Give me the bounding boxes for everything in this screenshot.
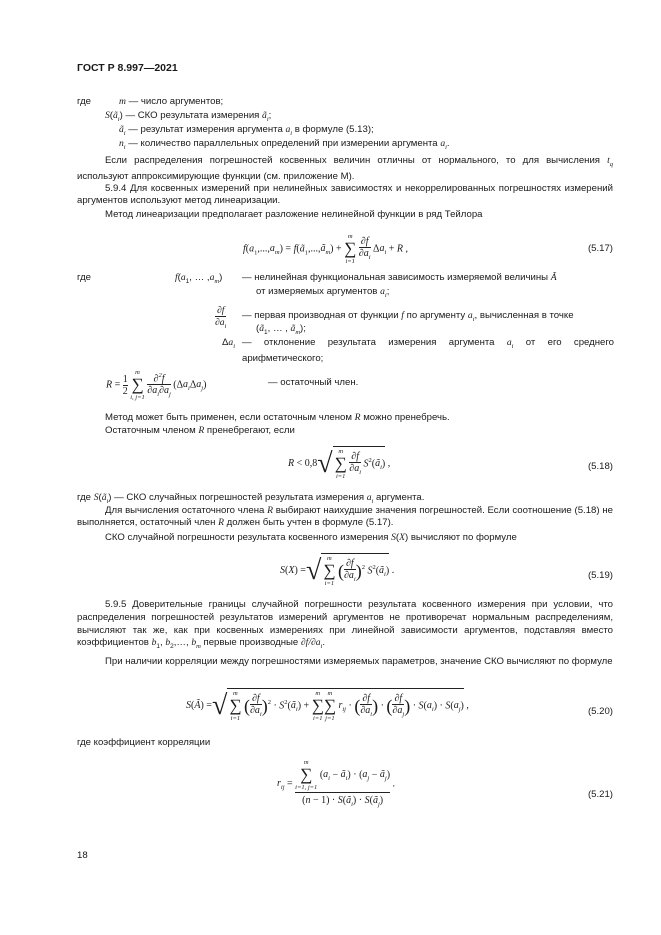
paragraph-correlation-coef: где коэффициент корреляции xyxy=(77,737,211,748)
def-f-line2: от измеряемых аргументов $a_i$; xyxy=(256,286,390,299)
def-da: — отклонение результата измерения аргумента $a_i$ от его среднего арифметического; xyxy=(242,337,615,364)
equation-number-5-18: (5.18) xyxy=(587,461,613,472)
equation-5-20: S(Ã) =√ m ∑ i=1 ( $\frac{\partial f}{\partial a_i}$ )$^2 \cdot S^2(ã_i)$ + m ∑ i=1 m ∑ j=1 $r_{ij}$ · ( $\frac{\partial f}{\partial a_i}$ ) · ( $\frac{\partial f}{\partial a_j}$ ) · $S(a_i) \cdot S(a_j)$ , xyxy=(186,689,469,722)
equation-number-5-17: (5.17) xyxy=(587,243,613,254)
equation-r: R = $\frac{1}{2}$ m ∑ i, j=1 $\frac{\partial^2f}{\partial a_i\partial a_j}$ $(\Delta a_i\Delta a_j)$ xyxy=(106,369,207,401)
paragraph-neglect: Остаточным членом R пренебрегают, если xyxy=(105,425,295,436)
where-label-2: где xyxy=(77,272,92,283)
paragraph-5-9-5: 5.9.5 Доверительные границы случайной погрешности результата косвенного измерения при условии, что распределения погрешностей результатов измерений аргументов не противоречат нормальным распределениям, вычисляют так же, как при косвенных измерениях при линейной зависимости аргументов, подставляя вместо коэффициентов $b_1$, $b_2,\dots$, $b_m$ первые производные $\partial f/\partial a_i$. xyxy=(77,599,613,651)
equation-5-19: S(X) =√ m ∑ i=1 ( $\frac{\partial f}{\partial a_i}$ )$^2$ $S^2(ã_i)$ . xyxy=(280,554,395,587)
equation-5-17: $f(a_1,...,a_m)$ = $f(ã_1,...,ã_m)$ + m ∑ i=1 $\frac{\partial f}{\partial a_i}$ $\Delta a_i + R$ , xyxy=(243,233,409,265)
equation-number-5-19: (5.19) xyxy=(587,570,613,581)
def-m: m — число аргументов; xyxy=(119,96,224,107)
equation-5-21: $r_{ij}$ = m ∑ i=1, j=1 ($a_i$ − $ã_i) \cdot (a_j$ − $ã_j$) $(n - 1) \cdot S(ã_i)$ · $S(ã_j)$ . xyxy=(277,759,396,808)
def-n: $n_i$ — количество параллельных определений при измерении аргумента $a_i$. xyxy=(119,138,450,151)
page-number: 18 xyxy=(77,850,88,861)
paragraph-correlation: При наличии корреляции между погрешностями измеряемых параметров, значение СКО вычисляют по формуле xyxy=(105,656,613,667)
def-f: — нелинейная функциональная зависимость измеряемой величины Ã xyxy=(242,272,557,283)
paragraph-5-9-4: 5.9.4 Для косвенных измерений при нелинейных зависимостях и некоррелированных погрешностях измерений аргументов используют метод линеаризации. xyxy=(77,183,613,206)
def-r: — остаточный член. xyxy=(268,377,359,388)
equation-number-5-20: (5.20) xyxy=(587,706,613,717)
paragraph-residual: Для вычисления остаточного члена R выбирают наихудшие значения погрешностей. Если соотношение (5.18) не выполняется, остаточный член R должен быть учтен в формуле (5.17). xyxy=(77,505,613,528)
equation-number-5-21: (5.21) xyxy=(587,789,613,800)
paragraph-s-definition: где $S(ã_i)$ — СКО случайных погрешностей результата измерения $a_i$ аргумента. xyxy=(77,492,425,505)
def-a: $ã_i$ — результат измерения аргумента $a_i$ в формуле (5.13); xyxy=(119,124,374,137)
equation-5-18: R < 0,8√ m ∑ i=1 $\frac{\partial f}{\partial a_i}$ $S^2(ã_i)$ , xyxy=(288,447,391,480)
def-da-symbol: $\Delta a_i$ xyxy=(222,337,236,350)
def-s: $S(ã_i)$ — СКО результата измерения $ã_i$; xyxy=(105,110,272,123)
def-f-symbol: $f(a_1$, … $,a_m$) xyxy=(175,272,223,285)
paragraph-method-applicable: Метод может быть применен, если остаточным членом R можно пренебречь. xyxy=(105,412,450,423)
def-df-symbol: $\frac{\partial f}{\partial a_i}$ xyxy=(215,305,227,330)
document-header: ГОСТ Р 8.997—2021 xyxy=(77,62,178,74)
paragraph-linearization: Метод линеаризации предполагает разложение нелинейной функции в ряд Тейлора xyxy=(105,209,483,220)
paragraph-sko-random: СКО случайной погрешности результата косвенного измерения S(X) вычисляют по формуле xyxy=(105,532,517,543)
def-df-point: ($ã_1$, … , $ã_m$); xyxy=(256,323,306,336)
where-label: где xyxy=(77,96,92,107)
def-df: — первая производная от функции f по аргументу $a_i$, вычисленная в точке xyxy=(242,310,574,323)
paragraph-distributions: Если распределения погрешностей косвенных величин отличны от нормального, то для вычисления $t_q$ используют аппроксимирующие функции (см. приложение М). xyxy=(77,155,613,182)
